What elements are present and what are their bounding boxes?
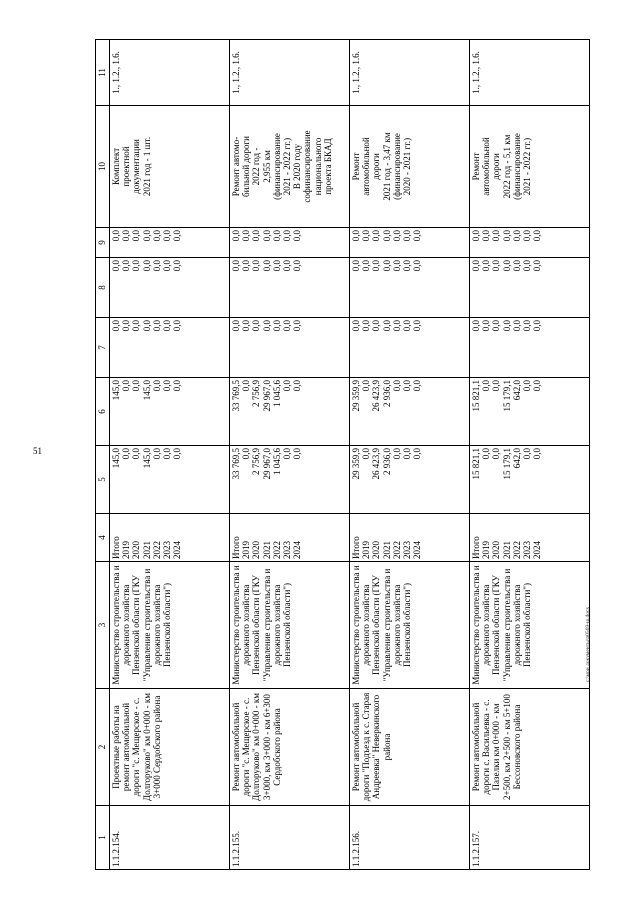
amount-value: 26 423,9 — [371, 448, 382, 480]
amount-value: 0,0 — [391, 448, 402, 460]
amount-value: 0,0 — [532, 380, 543, 392]
executor-cell: Министерство строительства и дорожного хозяйства Пензенской области (ГКУ "Управление строительства и дорожного хозяйства Пензенской области") — [470, 562, 590, 689]
result-line: 2022 год - — [251, 147, 262, 186]
amount-value: 29 359,9 — [351, 380, 361, 412]
result-line: 2021 год - 3,47 км — [381, 132, 392, 201]
amount-value: 0,0 — [361, 230, 372, 242]
years-cell — [470, 514, 590, 562]
amount-value: 1 045,6 — [271, 448, 282, 475]
amount-value: 0,0 — [391, 380, 402, 392]
amount-value: 0,0 — [292, 320, 303, 332]
row-number-cell: 1.1.2.157. — [470, 806, 590, 870]
year-value: 2019 — [481, 541, 492, 559]
amount-value: 0,0 — [121, 380, 132, 392]
amount-value: 642,0 — [511, 448, 522, 469]
amount-value: 0,0 — [351, 320, 361, 332]
amount-cell-c9 — [350, 228, 470, 258]
col-header: 5 — [96, 446, 110, 514]
year-value: 2023 — [402, 541, 413, 559]
years-cell — [110, 514, 230, 562]
amount-value: 33 769,5 — [231, 448, 241, 480]
amount-cell-c6 — [470, 378, 590, 446]
header-row — [96, 40, 110, 870]
amount-value: 0,0 — [522, 320, 533, 332]
result-line: 2021 год - 1 шт. — [141, 136, 152, 197]
amount-value: 0,0 — [261, 320, 272, 332]
amount-value: 0,0 — [412, 230, 423, 242]
year-value: 2019 — [241, 541, 252, 559]
amount-value: 0,0 — [471, 260, 481, 272]
amount-value: 0,0 — [151, 230, 162, 242]
amount-value: 15 179,1 — [501, 380, 512, 412]
amount-value: 0,0 — [481, 320, 492, 332]
amount-value: 0,0 — [131, 380, 142, 392]
amount-value: 0,0 — [141, 320, 152, 332]
result-line: проекта БКАД — [322, 138, 333, 195]
amount-cell-c7 — [110, 318, 230, 378]
project-name-cell: Проектные работы на ремонт автомобильной дороги "с. Мещерское - с. Долгоруково" км 0+000 - км 3+000 Сердобского района — [110, 689, 230, 806]
amount-value: 0,0 — [151, 448, 162, 460]
amount-cell-c9 — [110, 228, 230, 258]
rotated-table-container — [95, 40, 625, 870]
col-header: 7 — [96, 318, 110, 378]
result-line: Ремонт — [351, 152, 361, 181]
amount-value: 0,0 — [282, 230, 293, 242]
amount-cell-c7 — [470, 318, 590, 378]
amount-value: 0,0 — [402, 320, 413, 332]
amount-value: 0,0 — [292, 380, 303, 392]
amount-value: 0,0 — [532, 260, 543, 272]
result-line: бильной дороги — [241, 136, 252, 197]
amount-value: 0,0 — [371, 230, 382, 242]
amount-value: 2 936,0 — [381, 448, 392, 475]
page-number: 51 — [33, 446, 42, 456]
amount-cell-c5 — [350, 446, 470, 514]
result-line: национального — [312, 137, 323, 196]
year-value: 2023 — [162, 541, 173, 559]
result-line: дороги — [371, 153, 382, 180]
program-table — [95, 39, 590, 870]
amount-cell-c8 — [470, 258, 590, 318]
amount-value: 0,0 — [522, 260, 533, 272]
year-value: 2024 — [532, 541, 543, 559]
amount-value: 642,0 — [511, 380, 522, 401]
year-value: 2020 — [131, 541, 142, 559]
amount-cell-c6 — [110, 378, 230, 446]
amount-value: 0,0 — [361, 320, 372, 332]
amount-value: 0,0 — [172, 380, 183, 392]
amount-value: 0,0 — [292, 230, 303, 242]
year-value: 2021 — [381, 541, 392, 559]
result-indicator-cell — [230, 106, 350, 228]
amount-value: 0,0 — [391, 320, 402, 332]
amount-value: 0,0 — [371, 320, 382, 332]
amount-value: 0,0 — [271, 320, 282, 332]
amount-value: 0,0 — [481, 260, 492, 272]
target-ref-cell: 1., 1.2., 1.6. — [470, 40, 590, 106]
amount-value: 0,0 — [491, 230, 502, 242]
table-row — [230, 40, 350, 870]
amount-value: 0,0 — [271, 230, 282, 242]
result-indicator-cell — [350, 106, 470, 228]
year-value: 2022 — [151, 541, 162, 559]
amount-value: 0,0 — [251, 320, 262, 332]
amount-value: 0,0 — [131, 230, 142, 242]
year-value: 2019 — [121, 541, 132, 559]
amount-value: 0,0 — [261, 230, 272, 242]
result-line: (финансирование — [511, 133, 522, 200]
amount-value: 2 936,0 — [381, 380, 392, 407]
result-line: 2022 год - 5,1 км — [501, 134, 512, 199]
result-line: 2021 - 2022 гг.) — [522, 137, 533, 196]
amount-value: 0,0 — [491, 320, 502, 332]
amount-cell-c8 — [350, 258, 470, 318]
year-value: 2020 — [491, 541, 502, 559]
year-value: 2021 — [141, 541, 152, 559]
year-value: 2022 — [511, 541, 522, 559]
amount-value: 2 756,9 — [251, 380, 262, 407]
amount-value: 0,0 — [241, 380, 252, 392]
amount-value: 145,0 — [141, 448, 152, 469]
amount-value: 0,0 — [532, 320, 543, 332]
amount-cell-c7 — [230, 318, 350, 378]
result-line: Комплект — [111, 147, 121, 186]
amount-value: 1 045,6 — [271, 380, 282, 407]
col-header: 2 — [96, 689, 110, 806]
result-line: (финансирование — [271, 133, 282, 200]
amount-value: 0,0 — [141, 230, 152, 242]
amount-value: 26 423,9 — [371, 380, 382, 412]
table-row — [470, 40, 590, 870]
year-value: 2021 — [261, 541, 272, 559]
project-name-cell: Ремонт автомобильной дороги с. Васильевка - с. Пазелки км 0+000 - км 2+500, км 2+500 - км 5+100 Бессоновского района — [470, 689, 590, 806]
amount-value: 0,0 — [491, 448, 502, 460]
year-value: 2024 — [412, 541, 423, 559]
amount-value: 29 967,0 — [261, 380, 272, 412]
amount-value: 0,0 — [162, 230, 173, 242]
amount-value: 0,0 — [412, 260, 423, 272]
amount-value: 0,0 — [231, 320, 241, 332]
amount-value: 0,0 — [371, 260, 382, 272]
amount-value: 0,0 — [511, 260, 522, 272]
result-line: 2020 - 2021 гг.) — [402, 137, 413, 196]
amount-value: 0,0 — [361, 260, 372, 272]
amount-value: 0,0 — [501, 260, 512, 272]
amount-value: 145,0 — [141, 380, 152, 401]
amount-value: 0,0 — [292, 260, 303, 272]
result-line: Ремонт — [471, 152, 481, 181]
amount-cell-c7 — [350, 318, 470, 378]
result-line: проектной — [121, 146, 132, 187]
amount-cell-c9 — [470, 228, 590, 258]
amount-value: 0,0 — [501, 230, 512, 242]
col-header: 10 — [96, 106, 110, 228]
amount-value: 0,0 — [491, 380, 502, 392]
amount-cell-c8 — [230, 258, 350, 318]
year-value: 2019 — [361, 541, 372, 559]
target-ref-cell: 1., 1.2., 1.6. — [350, 40, 470, 106]
target-ref-cell: 1., 1.2., 1.6. — [110, 40, 230, 106]
amount-cell-c5 — [110, 446, 230, 514]
year-value: Итого — [231, 536, 241, 559]
executor-cell: Министерство строительства и дорожного хозяйства Пензенской области (ГКУ "Управление строительства и дорожного хозяйства Пензенской области") — [350, 562, 470, 689]
result-indicator-cell — [470, 106, 590, 228]
amount-value: 0,0 — [412, 320, 423, 332]
year-value: 2024 — [292, 541, 303, 559]
amount-value: 33 769,5 — [231, 380, 241, 412]
amount-value: 0,0 — [231, 230, 241, 242]
amount-value: 0,0 — [121, 260, 132, 272]
amount-cell-c5 — [230, 446, 350, 514]
row-number-cell: 1.1.2.155. — [230, 806, 350, 870]
amount-value: 0,0 — [412, 448, 423, 460]
result-line: Ремонт автомо- — [231, 136, 241, 197]
amount-value: 0,0 — [282, 260, 293, 272]
amount-value: 0,0 — [351, 260, 361, 272]
row-number-cell: 1.1.2.156. — [350, 806, 470, 870]
amount-value: 0,0 — [172, 320, 183, 332]
amount-value: 0,0 — [131, 260, 142, 272]
amount-value: 0,0 — [391, 230, 402, 242]
amount-value: 0,0 — [121, 230, 132, 242]
year-value: 2023 — [522, 541, 533, 559]
col-header: 11 — [96, 40, 110, 106]
result-line: 2021 - 2022 гг.) — [282, 137, 293, 196]
col-header: 8 — [96, 258, 110, 318]
amount-value: 0,0 — [402, 380, 413, 392]
amount-value: 0,0 — [491, 260, 502, 272]
years-cell — [350, 514, 470, 562]
executor-cell: Министерство строительства и дорожного хозяйства Пензенской области (ГКУ "Управление строительства и дорожного хозяйства Пензенской области") — [110, 562, 230, 689]
amount-value: 0,0 — [282, 380, 293, 392]
result-line: 2,955 км — [261, 150, 272, 183]
amount-value: 0,0 — [172, 260, 183, 272]
year-value: 2020 — [371, 541, 382, 559]
row-number-cell: 1.1.2.154. — [110, 806, 230, 870]
amount-value: 0,0 — [261, 260, 272, 272]
amount-cell-c5 — [470, 446, 590, 514]
amount-value: 2 756,9 — [251, 448, 262, 475]
executor-cell: Министерство строительства и дорожного хозяйства Пензенской области (ГКУ "Управление строительства и дорожного хозяйства Пензенской области") — [230, 562, 350, 689]
amount-value: 0,0 — [111, 320, 121, 332]
amount-value: 0,0 — [471, 230, 481, 242]
result-line: (финансирование — [391, 133, 402, 200]
amount-value: 0,0 — [131, 320, 142, 332]
result-line: дороги — [491, 153, 502, 180]
amount-value: 0,0 — [271, 260, 282, 272]
result-line: В 2020 году — [292, 143, 303, 190]
footer-file-path: c:\мои документы\р0569-ш.docx — [585, 606, 591, 682]
amount-value: 0,0 — [151, 320, 162, 332]
amount-value: 0,0 — [522, 380, 533, 392]
amount-value: 0,0 — [412, 380, 423, 392]
amount-value: 0,0 — [251, 230, 262, 242]
amount-value: 15 821,1 — [471, 448, 481, 480]
amount-value: 0,0 — [162, 448, 173, 460]
result-indicator-cell — [110, 106, 230, 228]
amount-value: 0,0 — [231, 260, 241, 272]
amount-value: 0,0 — [162, 320, 173, 332]
amount-value: 0,0 — [381, 230, 392, 242]
amount-value: 0,0 — [282, 320, 293, 332]
amount-value: 0,0 — [402, 260, 413, 272]
amount-value: 0,0 — [532, 448, 543, 460]
amount-value: 0,0 — [351, 230, 361, 242]
amount-value: 0,0 — [111, 230, 121, 242]
amount-value: 0,0 — [381, 260, 392, 272]
amount-value: 0,0 — [151, 260, 162, 272]
project-name-cell: Ремонт автомобильной дороги "с. Мещерское - с. Долгоруково" км 0+000 - км 3+000, км 3+000 - км 6+300 Сердобского района — [230, 689, 350, 806]
amount-value: 0,0 — [511, 320, 522, 332]
amount-value: 0,0 — [121, 320, 132, 332]
amount-value: 0,0 — [131, 448, 142, 460]
amount-value: 0,0 — [481, 380, 492, 392]
amount-value: 0,0 — [172, 448, 183, 460]
result-line: автомобильной — [361, 137, 372, 196]
col-header: 6 — [96, 378, 110, 446]
col-header: 1 — [96, 806, 110, 870]
year-value: Итого — [111, 536, 121, 559]
amount-value: 0,0 — [251, 260, 262, 272]
project-name-cell: Ремонт автомобильной дороги "Подъезд к с. Старая Андреевка" Неверкинского района — [350, 689, 470, 806]
result-line: софинансирование — [302, 130, 313, 203]
amount-value: 0,0 — [241, 230, 252, 242]
amount-value: 29 967,0 — [261, 448, 272, 480]
amount-value: 29 359,9 — [351, 448, 361, 480]
result-line: автомобильной — [481, 137, 492, 196]
amount-value: 0,0 — [282, 448, 293, 460]
table-row — [350, 40, 470, 870]
col-header: 9 — [96, 228, 110, 258]
amount-value: 0,0 — [402, 230, 413, 242]
year-value: 2021 — [501, 541, 512, 559]
amount-value: 0,0 — [471, 320, 481, 332]
amount-value: 0,0 — [111, 260, 121, 272]
amount-value: 0,0 — [361, 380, 372, 392]
amount-value: 15 179,1 — [501, 448, 512, 480]
amount-cell-c9 — [230, 228, 350, 258]
amount-value: 145,0 — [111, 380, 121, 401]
amount-value: 0,0 — [162, 380, 173, 392]
years-cell — [230, 514, 350, 562]
year-value: 2022 — [271, 541, 282, 559]
amount-value: 0,0 — [121, 448, 132, 460]
amount-value: 0,0 — [522, 230, 533, 242]
target-ref-cell: 1., 1.2., 1.6. — [230, 40, 350, 106]
amount-value: 0,0 — [241, 260, 252, 272]
amount-value: 0,0 — [141, 260, 152, 272]
table-row — [110, 40, 230, 870]
year-value: 2024 — [172, 541, 183, 559]
amount-value: 0,0 — [481, 448, 492, 460]
amount-cell-c6 — [350, 378, 470, 446]
amount-value: 0,0 — [511, 230, 522, 242]
amount-value: 15 821,1 — [471, 380, 481, 412]
amount-value: 0,0 — [381, 320, 392, 332]
year-value: 2022 — [391, 541, 402, 559]
result-line: документации — [131, 139, 142, 194]
amount-value: 0,0 — [172, 230, 183, 242]
year-value: 2020 — [251, 541, 262, 559]
amount-value: 0,0 — [292, 448, 303, 460]
amount-value: 0,0 — [162, 260, 173, 272]
amount-value: 0,0 — [522, 448, 533, 460]
amount-value: 145,0 — [111, 448, 121, 469]
amount-value: 0,0 — [361, 448, 372, 460]
amount-value: 0,0 — [151, 380, 162, 392]
amount-value: 0,0 — [501, 320, 512, 332]
amount-value: 0,0 — [402, 448, 413, 460]
table-body — [110, 40, 590, 870]
amount-cell-c6 — [230, 378, 350, 446]
year-value: Итого — [471, 536, 481, 559]
amount-value: 0,0 — [391, 260, 402, 272]
amount-cell-c8 — [110, 258, 230, 318]
amount-value: 0,0 — [241, 320, 252, 332]
col-header: 3 — [96, 562, 110, 689]
amount-value: 0,0 — [532, 230, 543, 242]
amount-value: 0,0 — [241, 448, 252, 460]
col-header: 4 — [96, 514, 110, 562]
amount-value: 0,0 — [481, 230, 492, 242]
year-value: Итого — [351, 536, 361, 559]
year-value: 2023 — [282, 541, 293, 559]
